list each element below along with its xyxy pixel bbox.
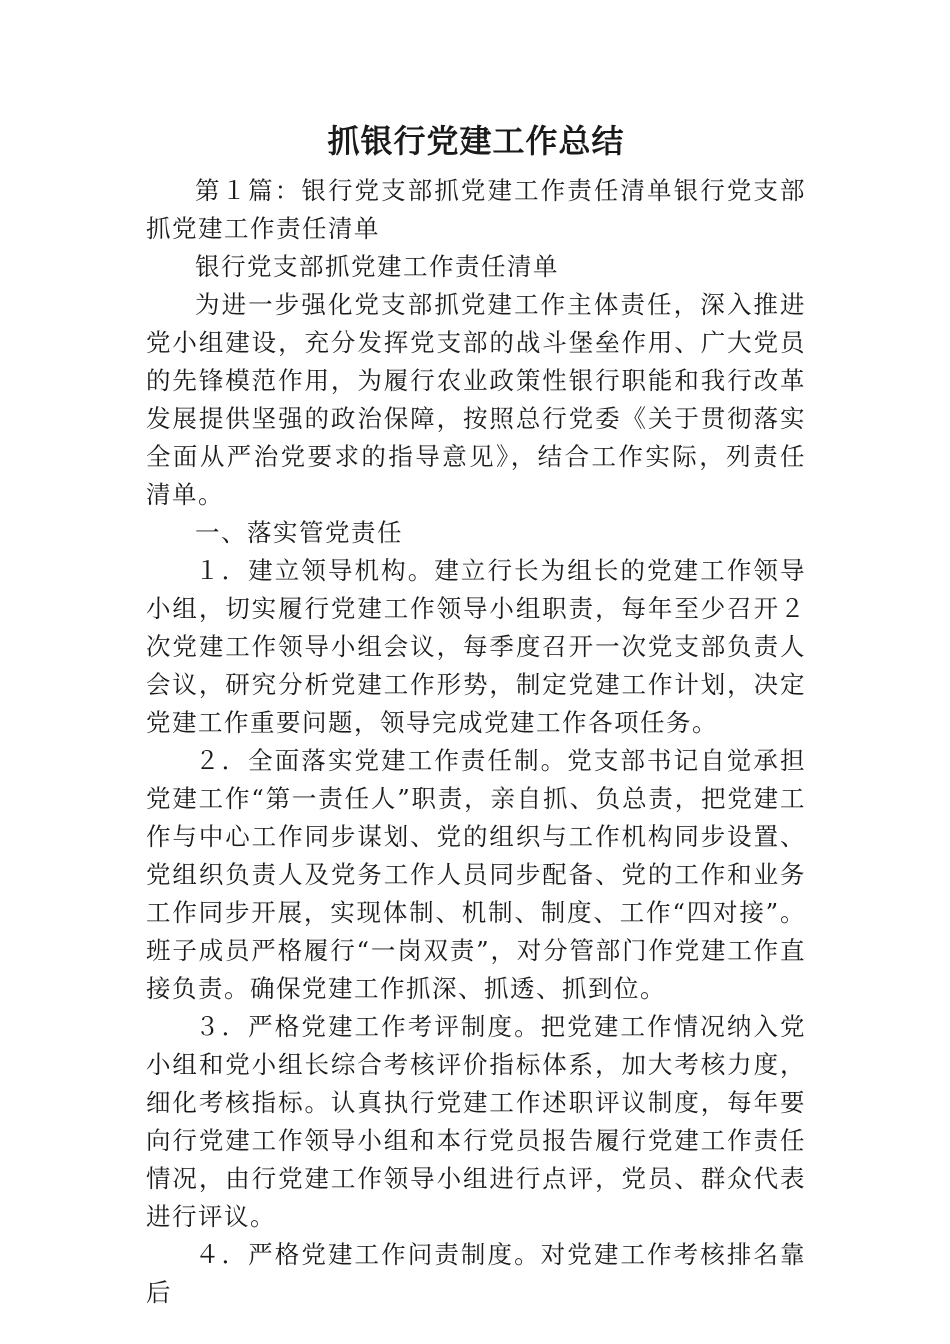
section-heading-1: 一、落实管党责任 <box>195 518 403 547</box>
paragraph-item-4: ４．严格党建工作问责制度。对党建工作考核排名靠后 <box>146 1240 806 1307</box>
paragraph-intro: 为进一步强化党支部抓党建工作主体责任，深入推进党小组建设，充分发挥党支部的战斗堡垒作用、广大党员的先锋模范作用，为履行农业政策性银行职能和我行改革发展提供坚强的政治保障，按照总行党委《关于贯彻落实全面从严治党要求的指导意见》，结合工作实际，列责任清单。 <box>146 290 806 509</box>
paragraph-heading-1: 第１篇：银行党支部抓党建工作责任清单银行党支部抓党建工作责任清单 <box>146 176 806 243</box>
document-title: 抓银行党建工作总结 <box>327 122 625 160</box>
paragraph-item-3: ３．严格党建工作考评制度。把党建工作情况纳入党小组和党小组长综合考核评价指标体系，加大考核力度，细化考核指标。认真执行党建工作述职评议制度，每年要向行党建工作领导小组和本行党员报告履行党建工作责任情况，由行党建工作领导小组进行点评，党员、群众代表进行评议。 <box>146 1012 806 1231</box>
paragraph-item-1: １．建立领导机构。建立行长为组长的党建工作领导小组，切实履行党建工作领导小组职责，每年至少召开２次党建工作领导小组会议，每季度召开一次党支部负责人会议，研究分析党建工作形势，制定党建工作计划，决定党建工作重要问题，领导完成党建工作各项任务。 <box>146 556 806 737</box>
document-page <box>146 118 806 1312</box>
paragraph-subtitle: 银行党支部抓党建工作责任清单 <box>195 252 559 281</box>
paragraph-item-2: ２．全面落实党建工作责任制。党支部书记自觉承担党建工作“第一责任人”职责，亲自抓、负总责，把党建工作与中心工作同步谋划、党的组织与工作机构同步设置、党组织负责人及党务工作人员同步配备、党的工作和业务工作同步开展，实现体制、机制、制度、工作“四对接”。班子成员严格履行“一岗双责”，对分管部门作党建工作直接负责。确保党建工作抓深、抓透、抓到位。 <box>146 746 806 1003</box>
